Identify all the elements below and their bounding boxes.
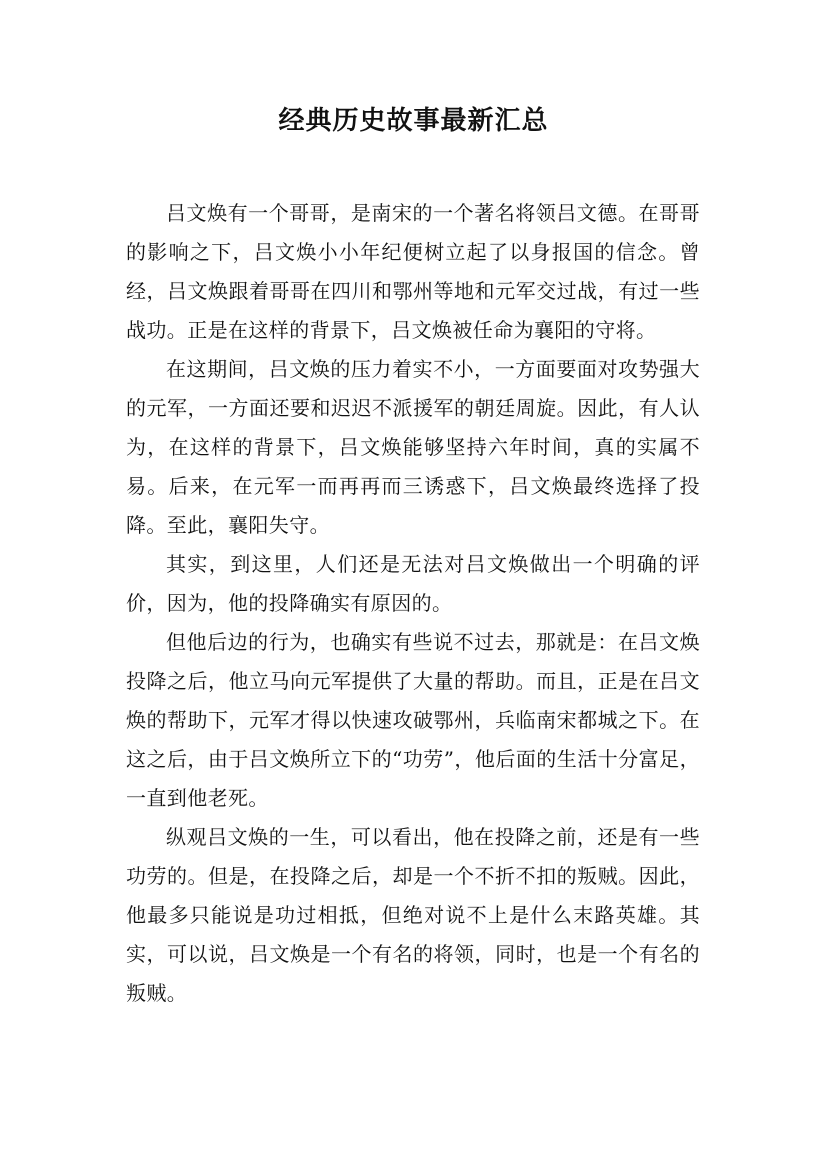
paragraph: 但他后边的行为，也确实有些说不过去，那就是：在吕文焕投降之后，他立马向元军提供了大量的帮助。而且，正是在吕文焕的帮助下，元军才得以快速攻破鄂州，兵临南宋都城之下。在这之后，由于吕文焕所立下的“功劳”，他后面的生活十分富足，一直到他老死。 — [126, 630, 700, 810]
paragraph: 吕文焕有一个哥哥，是南宋的一个著名将领吕文德。在哥哥的影响之下，吕文焕小小年纪便树立起了以身报国的信念。曾经，吕文焕跟着哥哥在四川和鄂州等地和元军交过战，有过一些战功。正是在这样的背景下，吕文焕被任命为襄阳的守将。 — [126, 201, 700, 342]
paragraph: 其实，到这里，人们还是无法对吕文焕做出一个明确的评价，因为，他的投降确实有原因的。 — [126, 552, 700, 615]
document-body — [126, 194, 700, 1013]
paragraph: 纵观吕文焕的一生，可以看出，他在投降之前，还是有一些功劳的。但是，在投降之后，却是一个不折不扣的叛贼。因此，他最多只能说是功过相抵，但绝对说不上是什么末路英雄。其实，可以说，吕文焕是一个有名的将领，同时，也是一个有名的叛贼。 — [126, 825, 700, 1005]
paragraph: 在这期间，吕文焕的压力着实不小，一方面要面对攻势强大的元军，一方面还要和迟迟不派援军的朝廷周旋。因此，有人认为，在这样的背景下，吕文焕能够坚持六年时间，真的实属不易。后来，在元军一而再再而三诱惑下，吕文焕最终选择了投降。至此，襄阳失守。 — [126, 357, 700, 537]
document-title: 经典历史故事最新汇总 — [278, 106, 549, 136]
